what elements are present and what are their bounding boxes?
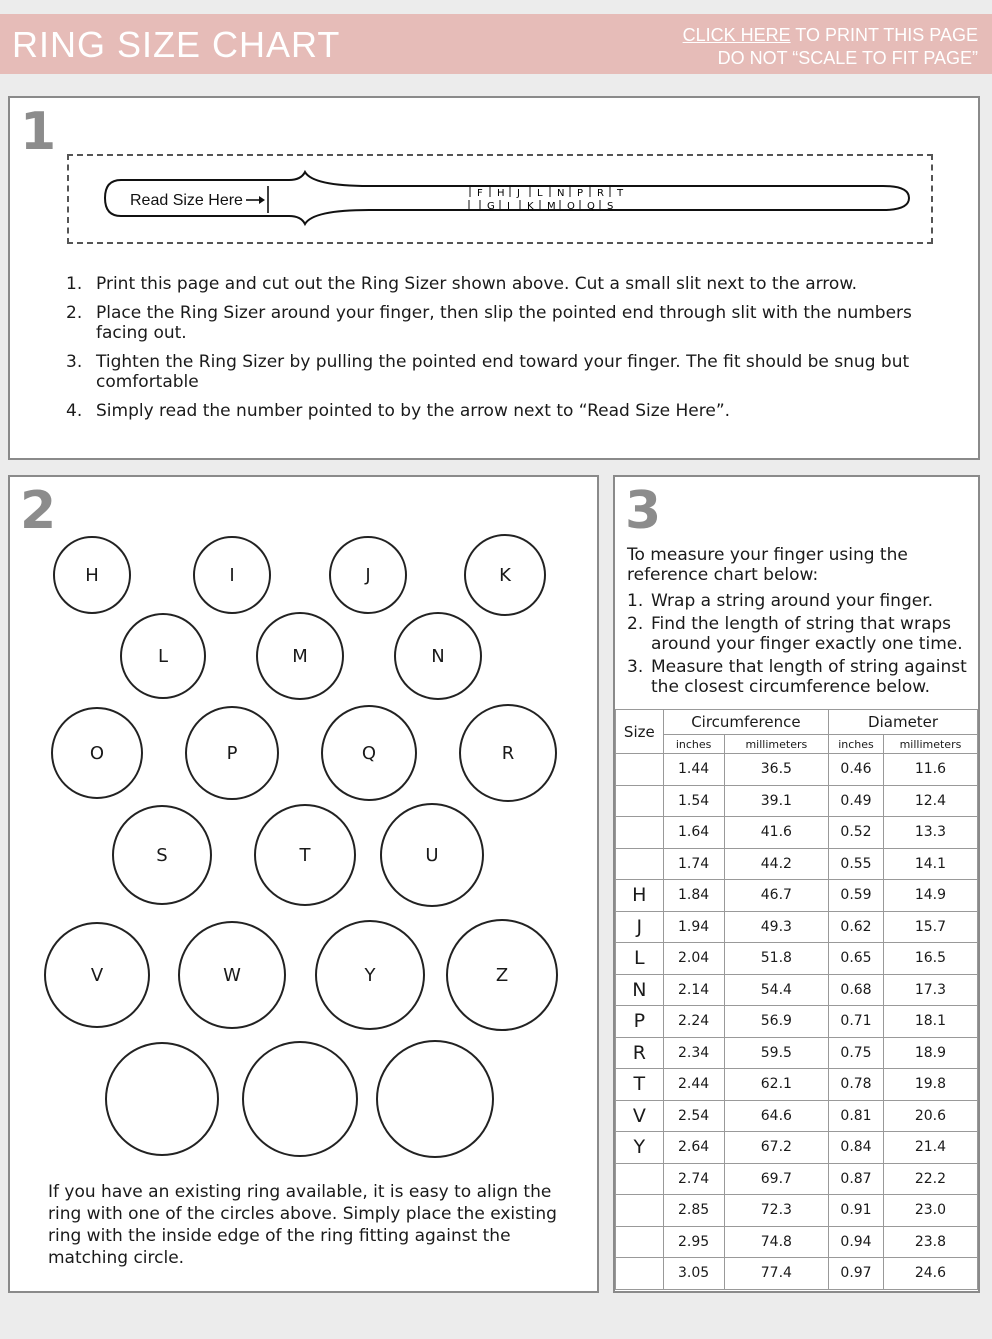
table-row bbox=[616, 1006, 978, 1038]
scale-letter-top: F bbox=[477, 188, 483, 199]
diameter-mm: 21.4 bbox=[883, 1132, 977, 1164]
scale-letter-bottom: I bbox=[507, 201, 510, 212]
page-title: RING SIZE CHART bbox=[12, 24, 341, 65]
table-row bbox=[616, 974, 978, 1006]
ring-circle: S bbox=[112, 805, 212, 905]
table-row bbox=[616, 754, 978, 786]
diameter-mm: 22.2 bbox=[883, 1163, 977, 1195]
unit-header: inches bbox=[663, 735, 724, 754]
table-row bbox=[616, 817, 978, 849]
circumference-inches: 2.85 bbox=[663, 1195, 724, 1227]
table-row bbox=[616, 785, 978, 817]
step-number: 3. bbox=[627, 657, 644, 677]
circumference-mm: 74.8 bbox=[724, 1226, 829, 1258]
step-number: 3. bbox=[66, 352, 83, 372]
page-header bbox=[0, 14, 992, 74]
print-line2: DO NOT “SCALE TO FIT PAGE” bbox=[717, 48, 978, 68]
step-item bbox=[66, 303, 946, 343]
diameter-mm: 13.3 bbox=[883, 817, 977, 849]
circumference-mm: 46.7 bbox=[724, 880, 829, 912]
ring-circle: W bbox=[178, 921, 286, 1029]
table-row bbox=[616, 1195, 978, 1227]
diameter-mm: 14.9 bbox=[883, 880, 977, 912]
circumference-mm: 72.3 bbox=[724, 1195, 829, 1227]
measure-step bbox=[627, 614, 977, 654]
circumference-mm: 64.6 bbox=[724, 1100, 829, 1132]
ring-size: T bbox=[616, 1069, 664, 1101]
ring-size bbox=[616, 817, 664, 849]
ring-circle: Z bbox=[446, 919, 558, 1031]
scale-letter-bottom: K bbox=[527, 201, 534, 212]
table-row bbox=[616, 1069, 978, 1101]
diameter-inches: 0.49 bbox=[829, 785, 884, 817]
scale-letter-bottom: Q bbox=[587, 201, 595, 212]
ring-circle: U bbox=[380, 803, 484, 907]
ring-circle: J bbox=[329, 536, 407, 614]
diameter-inches: 0.65 bbox=[829, 943, 884, 975]
ring-circle: P bbox=[185, 706, 279, 800]
diameter-mm: 24.6 bbox=[883, 1258, 977, 1290]
diameter-inches: 0.52 bbox=[829, 817, 884, 849]
print-link[interactable]: CLICK HERE bbox=[682, 25, 791, 45]
circumference-mm: 54.4 bbox=[724, 974, 829, 1006]
scale-letter-top: R bbox=[597, 188, 604, 199]
diameter-inches: 0.59 bbox=[829, 880, 884, 912]
circumference-inches: 2.04 bbox=[663, 943, 724, 975]
circumference-mm: 77.4 bbox=[724, 1258, 829, 1290]
diameter-inches: 0.55 bbox=[829, 848, 884, 880]
diameter-mm: 18.9 bbox=[883, 1037, 977, 1069]
circumference-mm: 51.8 bbox=[724, 943, 829, 975]
step-number: 2. bbox=[66, 303, 83, 323]
ring-circle: R bbox=[459, 704, 557, 802]
diameter-inches: 0.91 bbox=[829, 1195, 884, 1227]
section-1-steps bbox=[66, 274, 946, 430]
table-row bbox=[616, 880, 978, 912]
scale-letter-top: J bbox=[517, 188, 520, 199]
ring-size bbox=[616, 1258, 664, 1290]
measure-step bbox=[627, 591, 977, 611]
ring-circle: I bbox=[193, 536, 271, 614]
circumference-inches: 1.94 bbox=[663, 911, 724, 943]
circumference-inches: 2.34 bbox=[663, 1037, 724, 1069]
circumference-inches: 2.74 bbox=[663, 1163, 724, 1195]
ring-size bbox=[616, 785, 664, 817]
ring-circle: T bbox=[254, 804, 356, 906]
circumference-mm: 49.3 bbox=[724, 911, 829, 943]
section-3-intro: To measure your finger using the reference chart below: bbox=[627, 545, 908, 585]
diameter-inches: 0.78 bbox=[829, 1069, 884, 1101]
ring-size: V bbox=[616, 1100, 664, 1132]
step-number: 1. bbox=[627, 591, 644, 611]
diameter-inches: 0.87 bbox=[829, 1163, 884, 1195]
ring-circle: O bbox=[51, 707, 143, 799]
unit-header: millimeters bbox=[883, 735, 977, 754]
table-row bbox=[616, 1132, 978, 1164]
ring-size bbox=[616, 848, 664, 880]
table-row bbox=[616, 1163, 978, 1195]
circumference-inches: 2.24 bbox=[663, 1006, 724, 1038]
table-row bbox=[616, 1226, 978, 1258]
circumference-inches: 2.44 bbox=[663, 1069, 724, 1101]
diameter-inches: 0.75 bbox=[829, 1037, 884, 1069]
ring-circle: H bbox=[53, 536, 131, 614]
measure-step bbox=[627, 657, 977, 697]
read-size-label: Read Size Here bbox=[130, 192, 243, 209]
step-number: 2. bbox=[627, 614, 644, 634]
diameter-inches: 0.68 bbox=[829, 974, 884, 1006]
table-row bbox=[616, 1258, 978, 1290]
ring-size bbox=[616, 1195, 664, 1227]
circumference-inches: 1.84 bbox=[663, 880, 724, 912]
ring-circle: M bbox=[256, 612, 344, 700]
step-text: Find the length of string that wraps around your finger exactly one time. bbox=[651, 614, 963, 654]
scale-letter-top: T bbox=[617, 188, 624, 199]
table-row bbox=[616, 911, 978, 943]
diameter-mm: 23.0 bbox=[883, 1195, 977, 1227]
ring-sizer-strip bbox=[69, 156, 931, 242]
diameter-inches: 0.81 bbox=[829, 1100, 884, 1132]
step-number: 4. bbox=[66, 401, 83, 421]
ring-circle: N bbox=[394, 612, 482, 700]
scale-letter-top: L bbox=[537, 188, 543, 199]
section-3-number: 3 bbox=[625, 481, 662, 541]
circumference-mm: 56.9 bbox=[724, 1006, 829, 1038]
step-text: Simply read the number pointed to by the arrow next to “Read Size Here”. bbox=[96, 401, 731, 421]
step-item bbox=[66, 352, 946, 392]
step-text: Print this page and cut out the Ring Sizer shown above. Cut a small slit next to the arrow. bbox=[96, 274, 858, 294]
circumference-inches: 1.44 bbox=[663, 754, 724, 786]
circumference-mm: 67.2 bbox=[724, 1132, 829, 1164]
diameter-mm: 23.8 bbox=[883, 1226, 977, 1258]
ring-size: H bbox=[616, 880, 664, 912]
table-row bbox=[616, 848, 978, 880]
diameter-inches: 0.46 bbox=[829, 754, 884, 786]
scale-letter-top: H bbox=[497, 188, 505, 199]
diameter-mm: 19.8 bbox=[883, 1069, 977, 1101]
ring-size bbox=[616, 1163, 664, 1195]
ring-size: P bbox=[616, 1006, 664, 1038]
ring-circle bbox=[242, 1041, 358, 1157]
step-text: Tighten the Ring Sizer by pulling the pointed end toward your finger. The fit should be snug but comfortable bbox=[96, 352, 910, 392]
unit-header: inches bbox=[829, 735, 884, 754]
ring-size bbox=[616, 754, 664, 786]
circumference-inches: 1.64 bbox=[663, 817, 724, 849]
ring-circle bbox=[376, 1040, 494, 1158]
section-2-panel bbox=[8, 475, 599, 1293]
diameter-mm: 17.3 bbox=[883, 974, 977, 1006]
ring-size: R bbox=[616, 1037, 664, 1069]
table-row bbox=[616, 1100, 978, 1132]
diameter-mm: 15.7 bbox=[883, 911, 977, 943]
diameter-mm: 14.1 bbox=[883, 848, 977, 880]
diameter-mm: 16.5 bbox=[883, 943, 977, 975]
circumference-inches: 3.05 bbox=[663, 1258, 724, 1290]
circumference-mm: 44.2 bbox=[724, 848, 829, 880]
ring-circle: Q bbox=[321, 705, 417, 801]
circumference-mm: 59.5 bbox=[724, 1037, 829, 1069]
diameter-mm: 12.4 bbox=[883, 785, 977, 817]
section-1-panel bbox=[8, 96, 980, 460]
print-line1-rest: TO PRINT THIS PAGE bbox=[790, 25, 978, 45]
diameter-inches: 0.94 bbox=[829, 1226, 884, 1258]
diameter-mm: 20.6 bbox=[883, 1100, 977, 1132]
diameter-mm: 18.1 bbox=[883, 1006, 977, 1038]
ring-circle: L bbox=[120, 613, 206, 699]
circumference-inches: 2.54 bbox=[663, 1100, 724, 1132]
circumference-mm: 69.7 bbox=[724, 1163, 829, 1195]
ring-circle: K bbox=[464, 534, 546, 616]
section-2-text: If you have an existing ring available, it is easy to align the ring with one of the circles above. Simply place the existing ring with the inside edge of the ring fitting against the matching circle. bbox=[48, 1182, 557, 1268]
step-text: Place the Ring Sizer around your finger, then slip the pointed end through slit with the numbers facing out. bbox=[96, 303, 912, 343]
table-row bbox=[616, 943, 978, 975]
ring-circle: Y bbox=[315, 920, 425, 1030]
circumference-mm: 39.1 bbox=[724, 785, 829, 817]
size-table bbox=[615, 709, 978, 1290]
step-text: Measure that length of string against the closest circumference below. bbox=[651, 657, 967, 697]
ring-sizer-cutout bbox=[67, 154, 933, 244]
section-3-panel bbox=[613, 475, 980, 1293]
diameter-inches: 0.71 bbox=[829, 1006, 884, 1038]
ring-size: J bbox=[616, 911, 664, 943]
step-number: 1. bbox=[66, 274, 83, 294]
size-header: Size bbox=[616, 710, 664, 754]
circumference-mm: 62.1 bbox=[724, 1069, 829, 1101]
scale-letter-top: N bbox=[557, 188, 565, 199]
ring-size: L bbox=[616, 943, 664, 975]
table-row bbox=[616, 1037, 978, 1069]
diameter-header: Diameter bbox=[829, 710, 978, 735]
circumference-inches: 1.54 bbox=[663, 785, 724, 817]
print-instructions bbox=[683, 24, 978, 70]
circumference-inches: 2.14 bbox=[663, 974, 724, 1006]
circumference-mm: 36.5 bbox=[724, 754, 829, 786]
ring-size: N bbox=[616, 974, 664, 1006]
diameter-inches: 0.97 bbox=[829, 1258, 884, 1290]
diameter-inches: 0.62 bbox=[829, 911, 884, 943]
diameter-inches: 0.84 bbox=[829, 1132, 884, 1164]
unit-header: millimeters bbox=[724, 735, 829, 754]
step-item bbox=[66, 274, 946, 294]
circumference-inches: 2.95 bbox=[663, 1226, 724, 1258]
ring-size: Y bbox=[616, 1132, 664, 1164]
circumference-mm: 41.6 bbox=[724, 817, 829, 849]
diameter-mm: 11.6 bbox=[883, 754, 977, 786]
section-3-steps bbox=[627, 591, 977, 700]
step-text: Wrap a string around your finger. bbox=[651, 591, 934, 611]
circumference-inches: 1.74 bbox=[663, 848, 724, 880]
scale-letter-bottom: M bbox=[547, 201, 556, 212]
ring-circle: V bbox=[44, 922, 150, 1028]
scale-letter-bottom: S bbox=[607, 201, 614, 212]
section-2-number: 2 bbox=[20, 481, 57, 541]
scale-letter-bottom: O bbox=[567, 201, 575, 212]
circumference-header: Circumference bbox=[663, 710, 828, 735]
scale-letter-top: P bbox=[577, 188, 584, 199]
ring-size bbox=[616, 1226, 664, 1258]
scale-letter-bottom: G bbox=[487, 201, 495, 212]
step-item bbox=[66, 401, 946, 421]
section-1-number: 1 bbox=[20, 102, 57, 162]
circumference-inches: 2.64 bbox=[663, 1132, 724, 1164]
ring-circle bbox=[105, 1042, 219, 1156]
